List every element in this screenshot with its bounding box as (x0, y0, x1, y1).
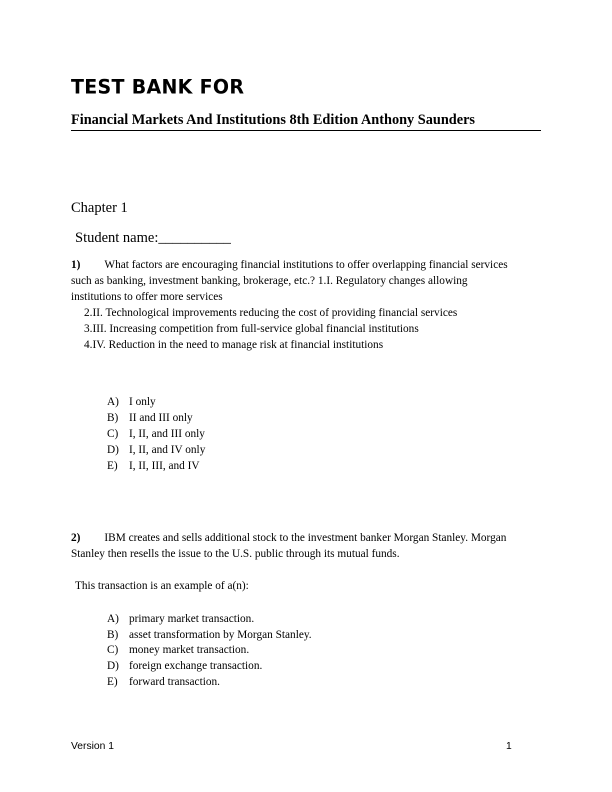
document-heading: TEST BANK FOR (71, 75, 245, 99)
option-text: II and III only (129, 412, 193, 424)
question-2-option-a (107, 611, 254, 627)
option-letter: C) (107, 644, 119, 656)
option-letter: B) (107, 412, 119, 424)
question-1-line-2: such as banking, investment banking, brokerage, etc.? 1.I. Regulatory changes allowing (71, 275, 468, 287)
question-2-option-b (107, 627, 312, 643)
question-1-option-e (107, 458, 200, 474)
question-2-line-2: Stanley then resells the issue to the U.S. public through its mutual funds. (71, 548, 400, 560)
question-1-option-b (107, 410, 193, 426)
title-divider (71, 130, 541, 131)
option-text: forward transaction. (129, 676, 220, 688)
question-1-line-3: institutions to offer more services (71, 291, 223, 303)
question-1-option-c (107, 426, 205, 442)
question-2-number: 2) (71, 532, 81, 544)
question-1-line-4: 2.II. Technological improvements reducing the cost of providing financial services (84, 307, 458, 319)
question-2-prompt: This transaction is an example of a(n): (75, 580, 249, 592)
option-text: I, II, and IV only (129, 444, 206, 456)
footer-version: Version 1 (71, 741, 114, 752)
option-text: I, II, and III only (129, 428, 205, 440)
question-1-text-1: What factors are encouraging financial institutions to offer overlapping financial services (104, 259, 508, 271)
question-2-line-1 (71, 530, 506, 546)
option-text: primary market transaction. (129, 613, 255, 625)
option-text: I, II, III, and IV (129, 460, 200, 472)
option-text: asset transformation by Morgan Stanley. (129, 629, 312, 641)
option-letter: D) (107, 444, 119, 456)
question-2-option-e (107, 674, 220, 690)
option-letter: A) (107, 613, 119, 625)
option-text: foreign exchange transaction. (129, 660, 263, 672)
option-letter: E) (107, 676, 118, 688)
option-letter: A) (107, 396, 119, 408)
document-subtitle: Financial Markets And Institutions 8th Edition Anthony Saunders (71, 112, 475, 128)
question-1-line-5: 3.III. Increasing competition from full-service global financial institutions (84, 323, 419, 335)
option-letter: D) (107, 660, 119, 672)
question-2-option-d (107, 658, 262, 674)
chapter-title: Chapter 1 (71, 200, 128, 216)
question-2-option-c (107, 642, 249, 658)
question-1-number: 1) (71, 259, 81, 271)
page-number: 1 (506, 741, 512, 752)
option-letter: B) (107, 629, 119, 641)
option-text: money market transaction. (129, 644, 250, 656)
option-text: I only (129, 396, 156, 408)
question-1-option-d (107, 442, 205, 458)
question-2-text-1: IBM creates and sells additional stock to the investment banker Morgan Stanley. Morgan (104, 532, 507, 544)
question-1-line-1 (71, 257, 508, 273)
question-1-option-a (107, 394, 156, 410)
option-letter: C) (107, 428, 119, 440)
question-1-line-6: 4.IV. Reduction in the need to manage risk at financial institutions (84, 339, 384, 351)
student-name-field: Student name:__________ (75, 230, 231, 246)
option-letter: E) (107, 460, 118, 472)
